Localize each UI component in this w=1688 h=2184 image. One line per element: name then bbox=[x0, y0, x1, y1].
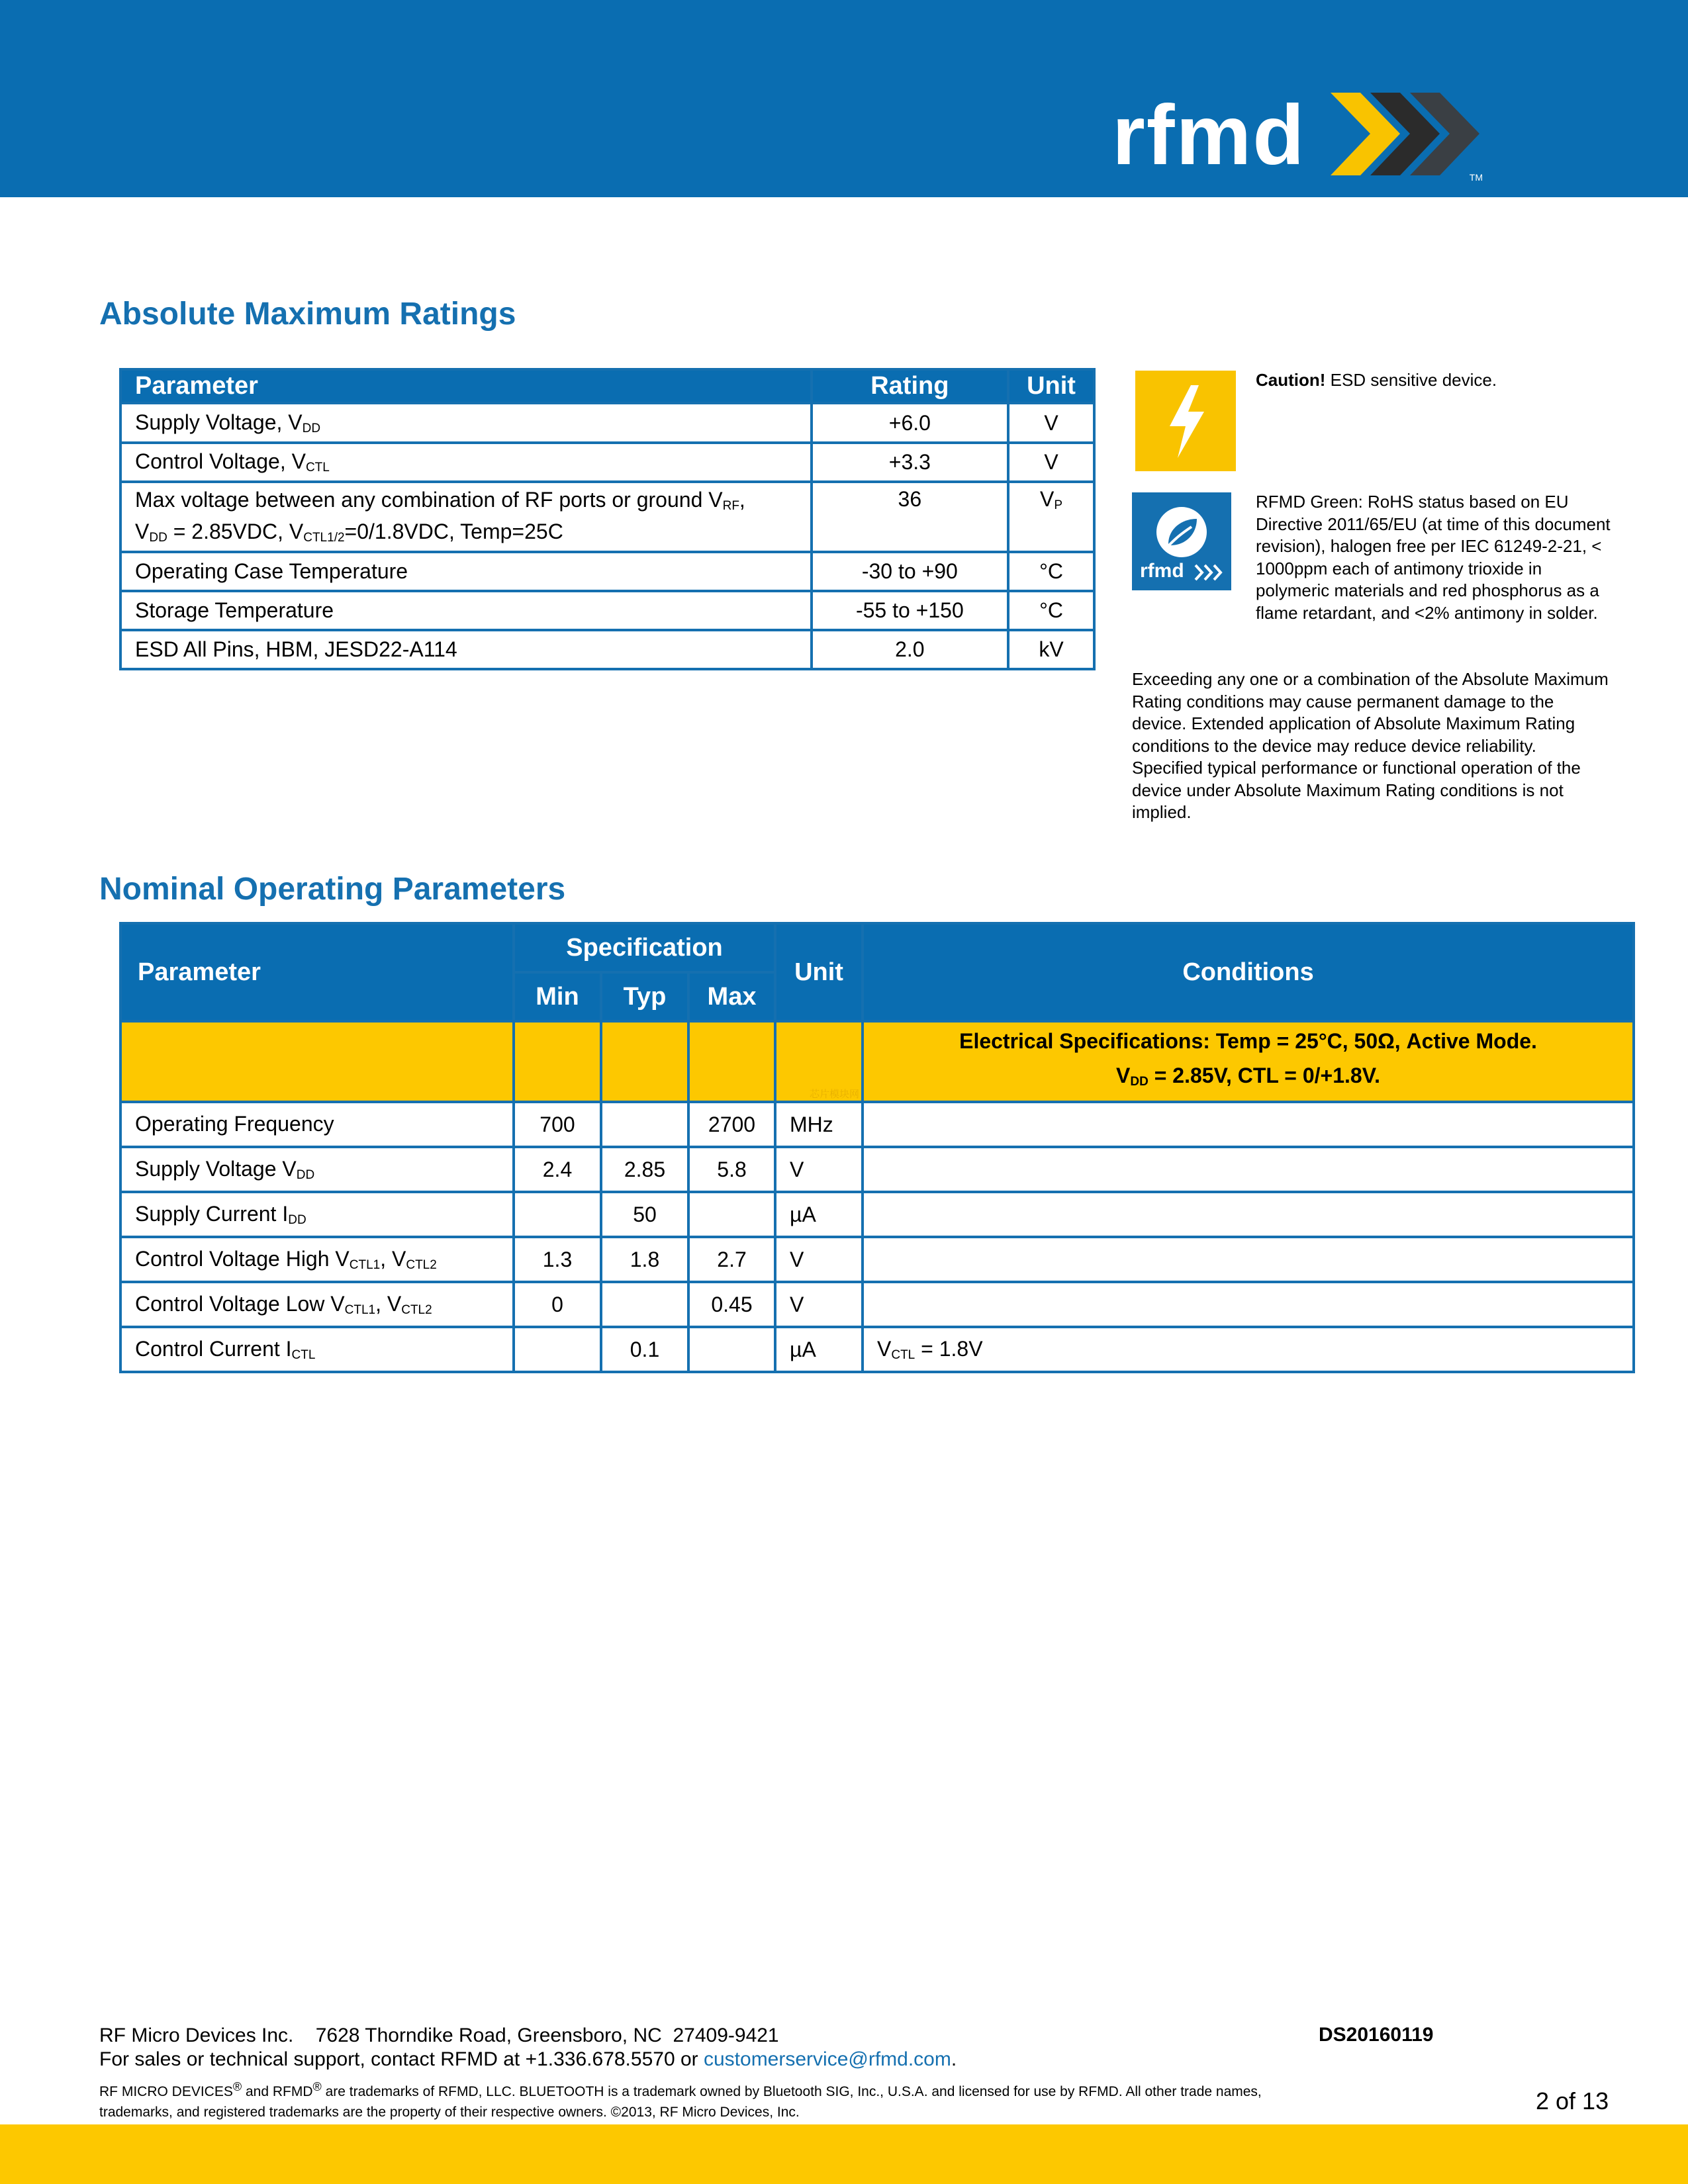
logo-trademark: TM bbox=[1469, 172, 1483, 183]
caution-text: Caution! ESD sensitive device. bbox=[1256, 370, 1497, 390]
footer-line-2: For sales or technical support, contact RFMD at +1.336.678.5570 or customerservice@rfmd.com. bbox=[99, 2048, 957, 2070]
param-cell: Storage Temperature bbox=[120, 591, 812, 630]
conditions-cell bbox=[863, 1237, 1634, 1282]
table-row bbox=[120, 1147, 1634, 1192]
empty-cell bbox=[120, 1021, 514, 1102]
nominal-head-spec: Specification bbox=[514, 923, 775, 972]
unit-cell: µA bbox=[775, 1327, 863, 1372]
rating-cell: 2.0 bbox=[812, 630, 1008, 669]
lightning-icon bbox=[1135, 371, 1236, 471]
table-row bbox=[120, 443, 1094, 482]
nominal-head-max: Max bbox=[688, 972, 775, 1021]
exceed-text: Exceeding any one or a combination of the Absolute Maximum Rating conditions may cause permanent damage to the device. Extended application of Absolute Maximum Rating conditions to the device may reduce device reliability. Specified typical performance or functional operation of the device under Absolute Maximum Rating conditions is not implied. bbox=[1132, 669, 1609, 822]
typ-cell: 1.8 bbox=[601, 1237, 688, 1282]
table-row bbox=[120, 1192, 1634, 1237]
param-cell: Control Current $I_{CTL}$ bbox=[120, 1327, 514, 1372]
unit-cell: V bbox=[775, 1237, 863, 1282]
conditions-cell bbox=[863, 1147, 1634, 1192]
nominal-head-min: Min bbox=[514, 972, 601, 1021]
trademark-note: RF MICRO DEVICES® and RFMD® are trademarks of RFMD, LLC. BLUETOOTH is a trademark owned by Bluetooth SIG, Inc., U.S.A. and licensed for use by RFMD. All other trade names, trademarks, and registered trademarks are the property of their respective owners. ©2013, RF Micro Devices, Inc. bbox=[99, 2080, 1262, 2120]
param-cell: Control Voltage Low $V_{CTL1}$, $V_{CTL2}$ bbox=[120, 1282, 514, 1327]
table-row bbox=[120, 1102, 1634, 1147]
conditions-cell bbox=[863, 1192, 1634, 1237]
rating-cell: -30 to +90 bbox=[812, 552, 1008, 591]
typ-cell bbox=[601, 1102, 688, 1147]
min-cell: 0 bbox=[514, 1282, 601, 1327]
footer-address bbox=[99, 2024, 957, 2071]
table-row bbox=[120, 591, 1094, 630]
nominal-head-typ: Typ bbox=[601, 972, 688, 1021]
unit-cell: $V_P$ bbox=[1008, 482, 1094, 552]
conditions-cell: $V_{CTL} = 1.8V$ bbox=[863, 1327, 1634, 1372]
max-cell bbox=[688, 1327, 775, 1372]
logo-text: rfmd bbox=[1112, 88, 1306, 183]
param-cell: Control Voltage, $V_{CTL}$ bbox=[120, 443, 812, 482]
table-row bbox=[120, 1282, 1634, 1327]
nominal-head-conditions: Conditions bbox=[863, 923, 1634, 1021]
param-cell: Control Voltage High $V_{CTL1}$, $V_{CTL2}$ bbox=[120, 1237, 514, 1282]
rfmd-logo bbox=[1112, 86, 1489, 185]
rating-cell: 36 bbox=[812, 482, 1008, 552]
absmax-table bbox=[119, 368, 1096, 670]
rfmd-green-icon bbox=[1132, 492, 1231, 590]
unit-cell: °C bbox=[1008, 591, 1094, 630]
absmax-head-parameter: Parameter bbox=[120, 369, 812, 403]
footer-line-1: RF Micro Devices Inc. 7628 Thorndike Road, Greensboro, NC 27409-9421 bbox=[99, 2025, 779, 2046]
min-cell: 2.4 bbox=[514, 1147, 601, 1192]
min-cell bbox=[514, 1327, 601, 1372]
min-cell: 1.3 bbox=[514, 1237, 601, 1282]
nominal-table bbox=[119, 922, 1635, 1373]
table-row bbox=[120, 403, 1094, 443]
nominal-head-unit: Unit bbox=[775, 923, 863, 1021]
param-cell: Supply Current $I_{DD}$ bbox=[120, 1192, 514, 1237]
max-cell: 5.8 bbox=[688, 1147, 775, 1192]
electrical-spec-text: Electrical Specifications: Temp = 25°C, 50Ω, Active Mode. $V_{DD} = 2.85V$, CTL = 0/+1.8V. bbox=[863, 1021, 1634, 1102]
param-cell: Operating Case Temperature bbox=[120, 552, 812, 591]
nominal-header-row-1 bbox=[120, 923, 1634, 972]
min-cell: 700 bbox=[514, 1102, 601, 1147]
rating-cell: +3.3 bbox=[812, 443, 1008, 482]
nominal-title: Nominal Operating Parameters bbox=[99, 872, 566, 907]
email-link[interactable]: customerservice@rfmd.com bbox=[703, 2048, 951, 2070]
header-bar bbox=[0, 0, 1688, 197]
esd-caution-icon bbox=[1135, 371, 1236, 471]
param-cell: ESD All Pins, HBM, JESD22-A114 bbox=[120, 630, 812, 669]
unit-cell: V bbox=[1008, 443, 1094, 482]
typ-cell: 2.85 bbox=[601, 1147, 688, 1192]
absmax-head-unit: Unit bbox=[1008, 369, 1094, 403]
electrical-spec-row bbox=[120, 1021, 1634, 1102]
typ-cell: 50 bbox=[601, 1192, 688, 1237]
empty-cell bbox=[775, 1021, 863, 1102]
unit-cell: V bbox=[775, 1147, 863, 1192]
conditions-cell bbox=[863, 1102, 1634, 1147]
chevron-icon bbox=[1194, 564, 1225, 581]
unit-cell: V bbox=[1008, 403, 1094, 443]
conditions-cell bbox=[863, 1282, 1634, 1327]
max-cell: 0.45 bbox=[688, 1282, 775, 1327]
table-row bbox=[120, 1327, 1634, 1372]
green-logo-text: rfmd bbox=[1140, 560, 1184, 582]
typ-cell bbox=[601, 1282, 688, 1327]
param-cell: Supply Voltage, $V_{DD}$ bbox=[120, 403, 812, 443]
empty-cell bbox=[601, 1021, 688, 1102]
absmax-title: Absolute Maximum Ratings bbox=[99, 296, 516, 332]
footer-bar bbox=[0, 2124, 1688, 2184]
table-row bbox=[120, 630, 1094, 669]
unit-cell: V bbox=[775, 1282, 863, 1327]
min-cell bbox=[514, 1192, 601, 1237]
rating-cell: +6.0 bbox=[812, 403, 1008, 443]
page-number: 2 of 13 bbox=[1536, 2087, 1609, 2115]
unit-cell: kV bbox=[1008, 630, 1094, 669]
empty-cell bbox=[514, 1021, 601, 1102]
param-cell: Supply Voltage $V_{DD}$ bbox=[120, 1147, 514, 1192]
unit-cell: MHz bbox=[775, 1102, 863, 1147]
absmax-head-rating: Rating bbox=[812, 369, 1008, 403]
max-cell bbox=[688, 1192, 775, 1237]
table-row bbox=[120, 1237, 1634, 1282]
green-text: RFMD Green: RoHS status based on EU Directive 2011/65/EU (at time of this document revision), halogen free per IEC 61249-2-21, < 1000ppm each of antimony trioxide in polymeric materials and red phosphorus as a flame retardant, and <2% antimony in solder. bbox=[1256, 492, 1611, 623]
param-cell: Operating Frequency bbox=[120, 1102, 514, 1147]
param-cell: Max voltage between any combination of RF ports or ground $V_{RF}$, $V_{DD} = 2.85VDC$, $V_{CTL1/2}=0/1.8VDC$, Temp=25C bbox=[120, 482, 812, 552]
empty-cell bbox=[688, 1021, 775, 1102]
absmax-header-row bbox=[120, 369, 1094, 403]
watermark: 芯片模块网 bbox=[810, 1089, 860, 1100]
table-row bbox=[120, 552, 1094, 591]
unit-cell: µA bbox=[775, 1192, 863, 1237]
doc-id: DS20160119 bbox=[1319, 2024, 1434, 2046]
typ-cell: 0.1 bbox=[601, 1327, 688, 1372]
nominal-head-parameter: Parameter bbox=[120, 923, 514, 1021]
chevron-logo-icon bbox=[1331, 93, 1489, 175]
max-cell: 2.7 bbox=[688, 1237, 775, 1282]
table-row bbox=[120, 482, 1094, 552]
unit-cell: °C bbox=[1008, 552, 1094, 591]
max-cell: 2700 bbox=[688, 1102, 775, 1147]
rating-cell: -55 to +150 bbox=[812, 591, 1008, 630]
